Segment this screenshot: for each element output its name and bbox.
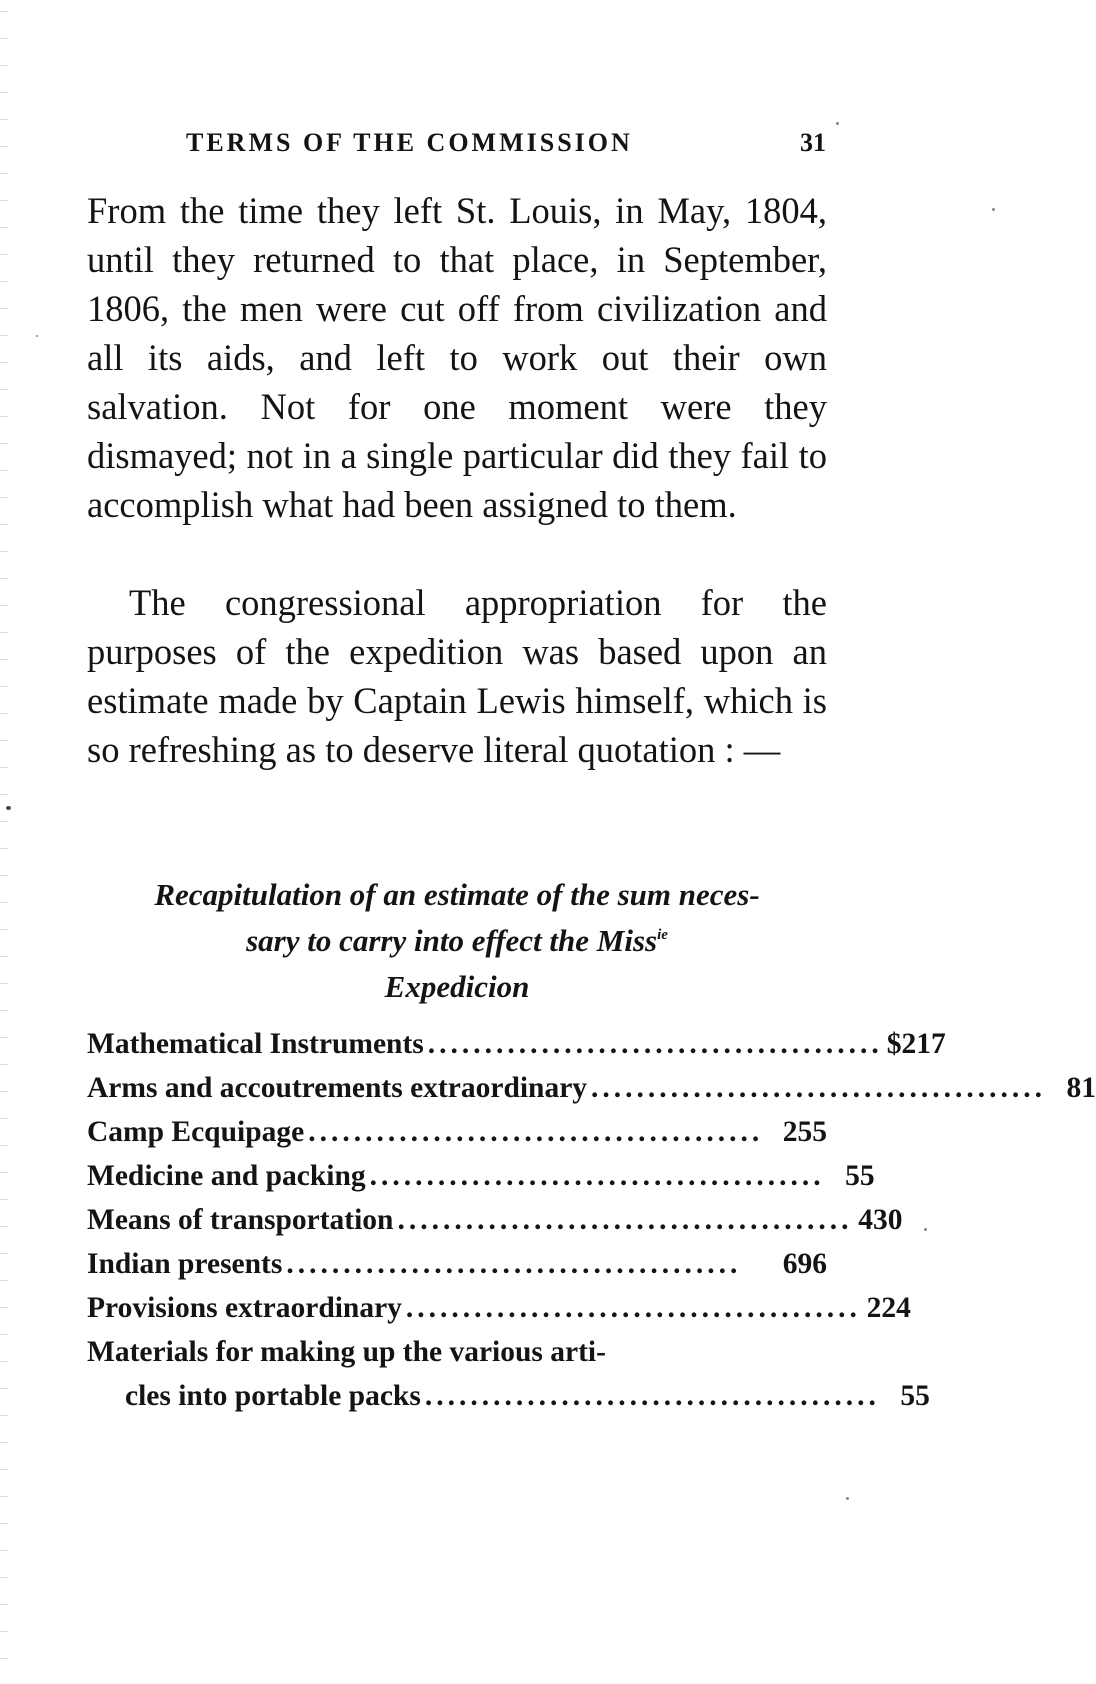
estimate-row xyxy=(87,1286,911,1330)
item-label: Medicine and packing xyxy=(87,1160,366,1192)
dot-leader: ........................................ xyxy=(397,1204,853,1236)
dot-leader: ........................................ xyxy=(286,1248,742,1280)
item-label: Provisions extraordinary xyxy=(87,1292,402,1324)
paragraph-2: The congressional appropriation for the purposes of the expedition was based upon an estimate made by Captain Lewis himself, which is so refreshing as to deserve literal quotation : — xyxy=(87,582,827,770)
estimate-row xyxy=(87,1022,946,1066)
item-amount: 255 xyxy=(782,1116,827,1148)
dot-leader: ........................................ xyxy=(369,1160,825,1192)
caption-line-2-text: sary to carry into effect the Miss xyxy=(246,923,658,958)
dot-leader: ........................................ xyxy=(308,1116,764,1148)
scan-speck xyxy=(992,208,995,211)
dot-leader: ........................................ xyxy=(405,1292,861,1324)
paragraph-1: From the time they left St. Louis, in May, 1804, until they returned to that place, in September, 1806, the men were cut off from civilization and all its aids, and left to work out their own salvation. Not for one moment were they dismayed; not in a single particular did they fail to accomplish what had been assigned to them. xyxy=(87,190,827,525)
dot-leader: ........................................ xyxy=(424,1380,880,1412)
item-amount: 430 xyxy=(858,1204,903,1236)
estimate-row xyxy=(87,1374,930,1418)
item-amount: 55 xyxy=(845,1160,875,1192)
item-amount: $217 xyxy=(886,1028,946,1060)
caption-line-3: Expedicion xyxy=(384,969,530,1004)
estimate-row xyxy=(87,1066,1096,1110)
running-title: TERMS OF THE COMMISSION xyxy=(186,128,633,157)
item-amount: 224 xyxy=(866,1292,911,1324)
caption-line-2 xyxy=(87,918,827,964)
item-label: cles into portable packs xyxy=(125,1380,421,1412)
estimate-table xyxy=(87,1022,1096,1418)
running-head xyxy=(186,128,826,162)
item-label: Arms and accoutrements extraordinary xyxy=(87,1072,588,1104)
item-label: Means of transportation xyxy=(87,1204,394,1236)
page-number: 31 xyxy=(800,128,826,157)
estimate-row xyxy=(87,1242,827,1286)
item-label: Camp Ecquipage xyxy=(87,1116,305,1148)
dot-leader: ........................................ xyxy=(427,1028,883,1060)
estimate-row xyxy=(87,1198,903,1242)
item-label: Mathematical Instruments xyxy=(87,1028,424,1060)
caption-line-1: Recapitulation of an estimate of the sum neces- xyxy=(154,877,760,912)
scan-speck xyxy=(36,335,38,337)
scan-speck xyxy=(846,1497,849,1500)
scan-speck xyxy=(836,122,839,125)
dot-leader: ........................................ xyxy=(591,1072,1047,1104)
scan-speck xyxy=(6,806,11,810)
item-amount: 696 xyxy=(782,1248,827,1280)
item-amount: 81 xyxy=(1066,1072,1096,1104)
estimate-caption xyxy=(87,872,827,1010)
item-amount: 55 xyxy=(900,1380,930,1412)
caption-superscript: ie xyxy=(657,927,668,943)
estimate-row xyxy=(87,1110,827,1154)
estimate-row xyxy=(87,1154,875,1198)
estimate-row-wrapped-label: Materials for making up the various arti- xyxy=(87,1336,606,1368)
page-edge-shadow xyxy=(0,0,8,1684)
scan-speck xyxy=(924,1228,927,1231)
item-label: Indian presents xyxy=(87,1248,283,1280)
